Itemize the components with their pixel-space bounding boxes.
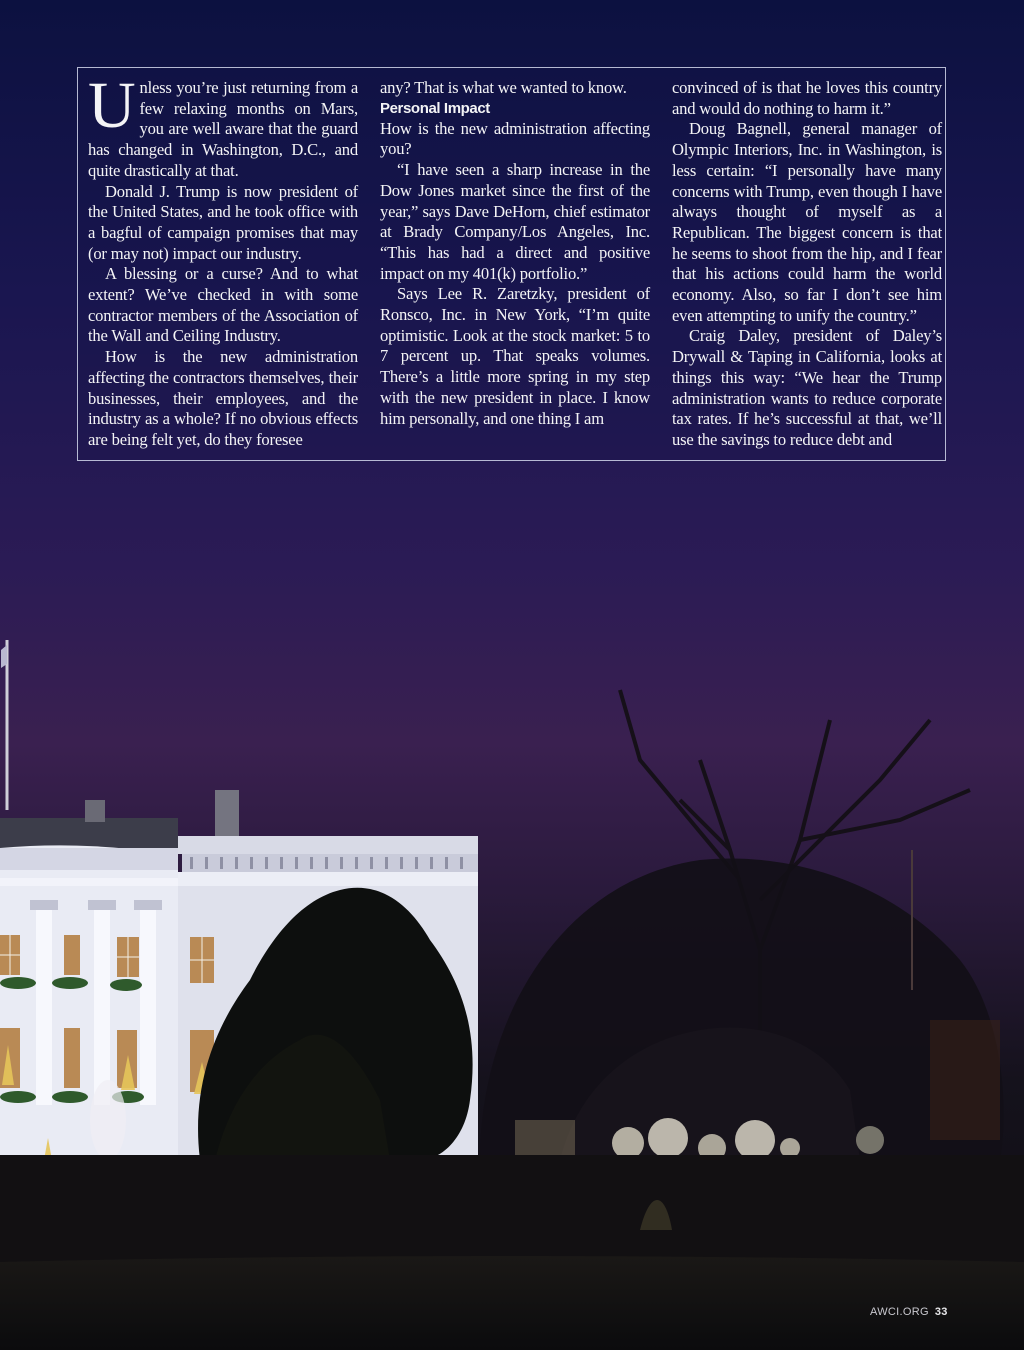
paragraph: “I have seen a sharp increase in the Dow Jones market since the first of the year,” says Dave DeHorn, chief estimator at Brady Company/Los Angeles, Inc. “This has had a direct and positive impact on my 401(k) portfolio.” bbox=[380, 160, 650, 283]
paragraph: convinced of is that he loves this country and would do nothing to harm it.” bbox=[672, 78, 942, 118]
section-subhead: Personal Impact bbox=[380, 99, 490, 117]
article-column-2 bbox=[380, 78, 650, 429]
page-number: 33 bbox=[934, 1306, 948, 1318]
drop-cap: U bbox=[88, 69, 136, 142]
paragraph: Craig Daley, president of Daley’s Drywall & Taping in California, looks at things this way: “We hear the Trump administration wants to reduce corporate tax rates. If he’s successful at that, we’ll use the savings to reduce debt and bbox=[672, 326, 942, 449]
paragraph: A blessing or a curse? And to what extent? We’ve checked in with some contractor members of the Association of the Wall and Ceiling Industry. bbox=[88, 264, 358, 346]
paragraph: Donald J. Trump is now president of the United States, and he took office with a bagful of campaign promises that may (or may not) impact our industry. bbox=[88, 181, 358, 263]
article-column-1 bbox=[88, 69, 358, 451]
paragraph: Doug Bagnell, general manager of Olympic Interiors, Inc. in Washington, is less certain: “I personally have many concerns with Trump, even though I have always thought of myself as a Republican. The biggest concern is that he seems to shoot from the hip, and I fear that his actions could harm the world economy. Also, so far I don’t see him even attempting to unify the country.” bbox=[672, 119, 942, 325]
intro-paragraph bbox=[88, 69, 358, 182]
paragraph: How is the new administration affecting you? bbox=[380, 118, 650, 159]
article-column-3 bbox=[672, 78, 942, 451]
site-url: AWCI.ORG bbox=[870, 1306, 929, 1318]
page-footer bbox=[870, 1306, 948, 1318]
article-text-box bbox=[77, 67, 946, 461]
paragraph: any? That is what we wanted to know. bbox=[380, 78, 627, 97]
intro-text: nless you’re just returning from a few relaxing months on Mars, you are well aware that the guard has changed in Washington, D.C., and quite drastically at that. bbox=[88, 78, 358, 180]
paragraph: Says Lee R. Zaretzky, president of Ronsco, Inc. in New York, “I’m quite optimistic. Look at the stock market: 5 to 7 percent up. That speaks volumes. There’s a little more spring in my step with the new president in place. I know him personally, and one thing I am bbox=[380, 284, 650, 428]
paragraph: How is the new administration affecting the contractors themselves, their businesses, their employees, and the industry as a whole? If no obvious effects are being felt yet, do they foresee bbox=[88, 347, 358, 449]
